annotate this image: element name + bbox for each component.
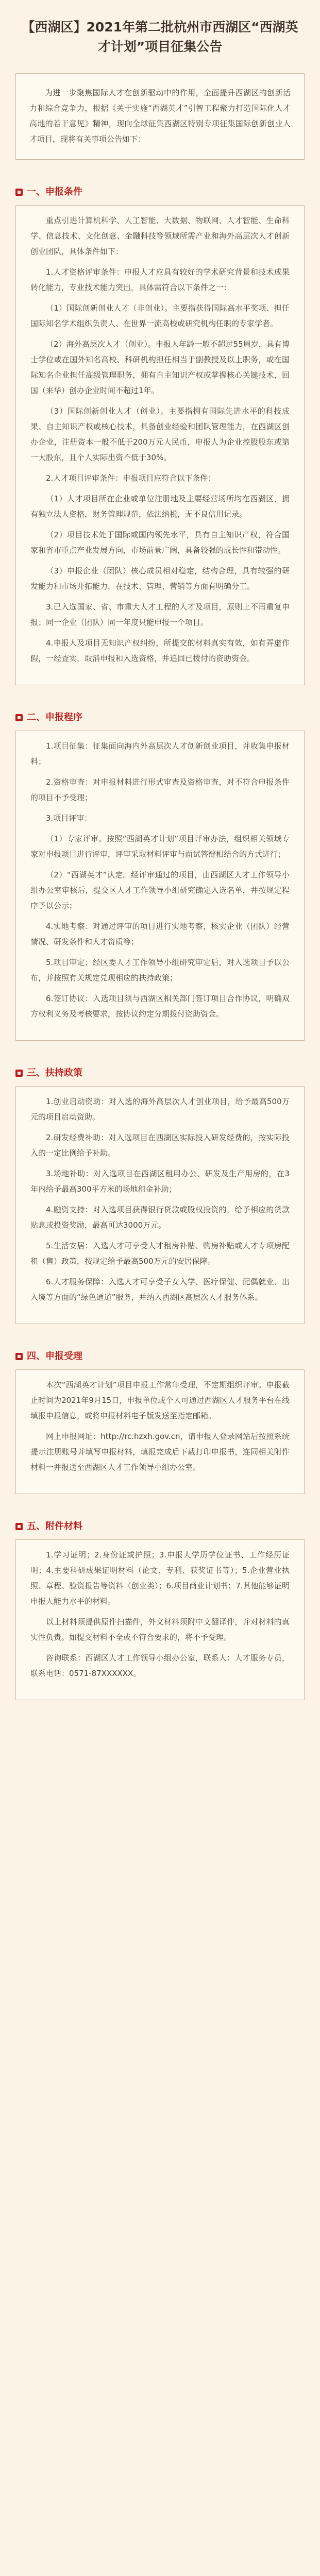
section-heading: 四、申报受理 bbox=[27, 1351, 82, 1362]
section-paragraph: 以上材料须提供原件扫描件，外文材料须附中文翻译件，并对材料的真实性负责。如提交材料不全或不符合要求的，将不予受理。 bbox=[30, 1617, 290, 1642]
section-paragraph: 6.人才服务保障：入选人才可享受子女入学、医疗保健、配偶就业、出入境等方面的“绿色通道”服务，并纳入西湖区高层次人才服务体系。 bbox=[30, 1277, 290, 1302]
section-paragraph: 5.生活安居：入选人才可享受人才租房补贴、购房补贴或人才专项房配租（售）政策，按规定给予最高500万元的安居保障。 bbox=[30, 1241, 290, 1266]
section-paragraph: 5.项目审定：经区委人才工作领导小组研究审定后，对入选项目予以公布，并按照有关规定兑现相应的扶持政策； bbox=[30, 958, 290, 982]
section-paragraph: 1.创业启动资助：对入选的海外高层次人才创业项目，给予最高500万元的项目启动资助。 bbox=[30, 1097, 290, 1122]
section-heading: 五、附件材料 bbox=[27, 1521, 82, 1532]
section-marker-icon bbox=[15, 1070, 23, 1077]
section-paragraph: 重点引进计算机科学、人工智能、大数据、物联网、人才智能、生命科学、信息技术、文化创意、金融科技等领域所需产业和海外高层次人才创新创业团队，具体条件如下： bbox=[30, 216, 290, 256]
section-paragraph: 本次“西湖英才计划”项目申报工作常年受理，不定期组织评审。申报截止时间为2021年9月15日，申报单位或个人可通过西湖区人才服务平台在线填报申报信息，或将申报材料电子版发送至指定邮箱。 bbox=[30, 1380, 290, 1420]
section-2 bbox=[0, 706, 320, 1041]
section-paragraph: （3）申报企业（团队）核心成员相对稳定，结构合理，具有较强的研发能力和市场开拓能力，在技术、管理、营销等方面有明确分工。 bbox=[30, 566, 290, 591]
section-heading: 一、申报条件 bbox=[27, 187, 82, 197]
section-body bbox=[15, 731, 305, 1041]
section-paragraph: （1）国际创新创业人才（非创业）。主要指获得国际高水平奖项、担任国际知名学术组织负责人、在世界一流高校或研究机构任职的专家学者。 bbox=[30, 303, 290, 328]
section-marker-icon bbox=[15, 1523, 23, 1530]
intro-box bbox=[15, 73, 305, 160]
section-paragraph: 网上申报网址：http://rc.hzxh.gov.cn，请申报人登录网站后按照系统提示注册账号并填写申报材料，填报完成后下载打印申报书，连同相关附件材料一并报送至西湖区人才工作领导小组办公室。 bbox=[30, 1432, 290, 1472]
section-1 bbox=[0, 180, 320, 685]
section-paragraph: 2.研发经费补助：对入选项目在西湖区实际投入研发经费的，按实际投入的一定比例给予补助。 bbox=[30, 1133, 290, 1158]
section-marker-icon bbox=[15, 1353, 23, 1360]
sections-container bbox=[0, 180, 320, 1700]
section-3 bbox=[0, 1061, 320, 1324]
section-5 bbox=[0, 1515, 320, 1700]
section-header bbox=[15, 1345, 305, 1370]
section-paragraph: （1）人才项目所在企业或单位注册地及主要经营场所均在西湖区，拥有独立法人资格，财务管理规范，依法纳税，无不良信用记录。 bbox=[30, 494, 290, 519]
section-paragraph: 3.已入选国家、省、市重大人才工程的人才及项目，原则上不再重复申报；同一企业（团队）同一年度只能申报一个项目。 bbox=[30, 602, 290, 627]
section-4 bbox=[0, 1345, 320, 1494]
section-header bbox=[15, 1061, 305, 1087]
section-paragraph: 4.融资支持：对入选项目获得银行贷款或股权投资的，给予相应的贷款贴息或投资奖励，最高可达3000万元。 bbox=[30, 1205, 290, 1230]
intro-text: 为进一步聚焦国际人才在创新驱动中的作用，全面提升西湖区的创新活力和综合竞争力，根据《关于实施“西湖英才”引智工程聚力打造国际化人才高地的若干意见》精神，现向全球征集西湖区特别专项征集国际创新创业人才项目，现将有关事项公告如下： bbox=[29, 88, 291, 144]
section-paragraph: 6.签订协议：入选项目须与西湖区相关部门签订项目合作协议，明确双方权利义务及考核要求，按协议约定分期拨付资助资金。 bbox=[30, 994, 290, 1019]
section-paragraph: 1.人才资格评审条件：申报人才应具有较好的学术研究背景和技术成果转化能力，专业技术能力突出，具体需符合以下条件之一： bbox=[30, 267, 290, 292]
section-paragraph: 1.项目征集：征集面向海内外高层次人才创新创业项目，并收集申报材料； bbox=[30, 741, 290, 766]
section-paragraph: 2.人才项目评审条件：申报项目应符合以下条件： bbox=[46, 473, 216, 483]
section-paragraph: （1）专家评审。按照“西湖英才计划”项目评审办法，组织相关领域专家对申报项目进行评审，评审采取材料评审与面试答辩相结合的方式进行； bbox=[30, 834, 290, 859]
section-paragraph: （3）国际创新创业人才（创业）。主要指拥有国际先进水平的科技成果、自主知识产权或核心技术，具备创业经验和团队管理能力，在西湖区创办企业，注册资本一般不低于200万元人民币，申报人为企业控股股东或第一大股东，且个人实际出资不低于30%。 bbox=[30, 406, 290, 462]
section-paragraph: （2）项目技术处于国际或国内领先水平，具有自主知识产权，符合国家和省市重点产业发展方向，市场前景广阔，具备较强的成长性和带动性。 bbox=[30, 530, 290, 555]
section-paragraph: 3.项目评审： bbox=[46, 814, 92, 823]
section-body bbox=[15, 1087, 305, 1324]
section-paragraph: 4.申报人及项目无知识产权纠纷，所提交的材料真实有效，如有弄虚作假，一经查实，取消申报和入选资格，并追回已拨付的资助资金。 bbox=[30, 638, 290, 663]
section-paragraph: 4.实地考察：对通过评审的项目进行实地考察，核实企业（团队）经营情况、研发条件和人才资质等； bbox=[30, 922, 290, 946]
section-heading: 二、申报程序 bbox=[27, 712, 82, 723]
section-paragraph: 1.学习证明；2.身份证或护照；3.申报人学历学位证书、工作经历证明；4.主要科研成果证明材料（论文、专利、获奖证书等）；5.企业营业执照、章程、验资报告等资料（创业类）；6.项目商业计划书；7.其他能够证明申报人能力水平的材料。 bbox=[30, 1550, 290, 1606]
section-body bbox=[15, 206, 305, 685]
section-paragraph: （2）海外高层次人才（创业）。申报人年龄一般不超过55周岁，具有博士学位或在国外知名高校、科研机构担任相当于副教授及以上职务，或在国际知名企业担任高级管理职务，拥有自主知识产权或掌握核心关键技术，回国（来华）创办企业时间不超过1年。 bbox=[30, 340, 290, 395]
section-header bbox=[15, 1515, 305, 1540]
section-body bbox=[15, 1370, 305, 1494]
section-marker-icon bbox=[15, 714, 23, 721]
section-heading: 三、扶持政策 bbox=[27, 1067, 82, 1078]
title-block bbox=[0, 0, 320, 62]
section-paragraph: （2）“西湖英才”认定。经评审通过的项目，由西湖区人才工作领导小组办公室审核后，提交区人才工作领导小组研究确定入选名单，并按规定程序予以公示； bbox=[30, 870, 290, 910]
section-paragraph: 咨询联系：西湖区人才工作领导小组办公室，联系人：人才服务专员，联系电话：0571-87XXXXXX。 bbox=[30, 1653, 290, 1678]
section-header bbox=[15, 180, 305, 206]
section-marker-icon bbox=[15, 189, 23, 196]
article-title: 【西湖区】2021年第二批杭州市西湖区“西湖英才计划”项目征集公告 bbox=[22, 20, 298, 54]
section-paragraph: 2.资格审查：对申报材料进行形式审查及资格审查，对不符合申报条件的项目不予受理； bbox=[30, 777, 290, 802]
section-paragraph: 3.场地补助：对入选项目在西湖区租用办公、研发及生产用房的，在3年内给予最高300平方米的场地租金补助； bbox=[30, 1169, 290, 1194]
section-header bbox=[15, 706, 305, 731]
section-body bbox=[15, 1540, 305, 1700]
